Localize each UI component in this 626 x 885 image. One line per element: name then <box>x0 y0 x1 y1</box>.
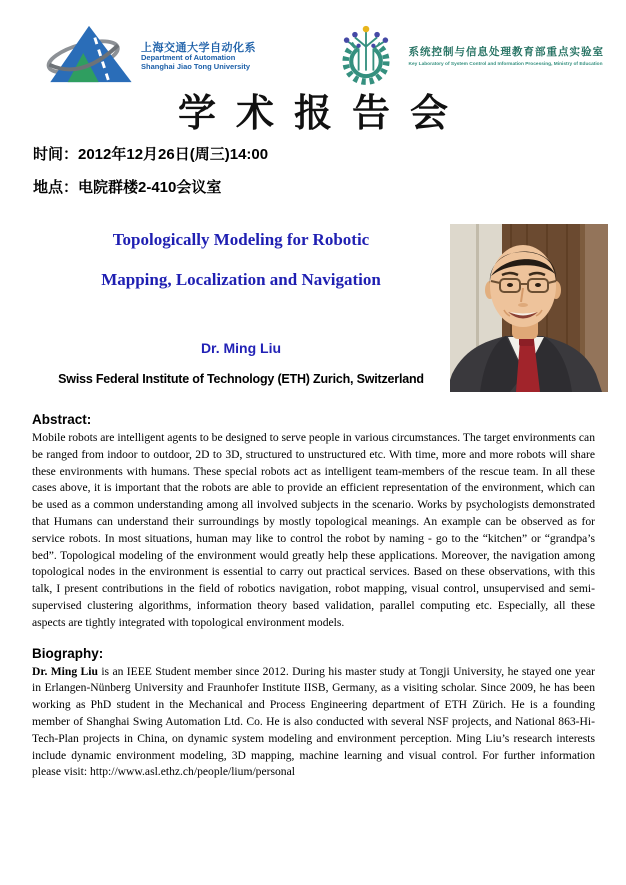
seminar-banner-title: 学术报告会 <box>177 90 468 135</box>
event-meta <box>33 143 268 209</box>
biography-heading: Biography: <box>32 645 104 661</box>
key-lab-logo-en: Key Laboratory of System Control and Information Processing, Ministry of Education <box>408 61 603 67</box>
sjtu-logo-cn: 上海交通大学自动化系 <box>141 41 256 54</box>
biography-lead: Dr. Ming Liu <box>32 664 98 678</box>
key-lab-logo-text <box>409 45 605 68</box>
sjtu-automation-logo <box>44 22 256 91</box>
content <box>32 412 595 781</box>
speaker-photo <box>450 224 608 392</box>
sjtu-logo-text <box>141 42 256 72</box>
header <box>44 22 604 91</box>
speaker-affiliation: Swiss Federal Institute of Technology (ETH) Zurich, Switzerland <box>58 372 424 386</box>
key-lab-logo-cn: 系统控制与信息处理教育部重点实验室 <box>408 46 604 59</box>
talk-title-line1: Topologically Modeling for Robotic <box>112 230 370 249</box>
abstract-body: Mobile robots are intelligent agents to be designed to serve people in various circumstances. The target environments can be ranged from indoor to outdoor, 2D to 3D, structured to unstructured etc. With time, more and more robots will share these environments with humans. These special robots act as intelligent team-members of the rescue team. In all these cases above, it is important that the robots are able to provide an efficient representation of the environment, which can be used as a common understanding among all involved subjects in the scenario. Works by psychologists demonstrated that Humans can understand their surroundings by mostly topological meanings. An example can be observed as for service robots. In most situations, human may like to control the robot by naming - go to the “kitchen” or “grandpa’s bed”. Topological modeling of the environment would greatly help these applications. Moreover, the navigation among topological nodes in the environment is essential to carry out practical services. Based on these observations, with this talk, I present contributions in the field of robotics navigation, robot mapping, visual control, unsupervised and semi-supervised clustering algorithms, information theory based validation, parallel computing etc. Especially, all these aspects are tightly integrated with topological environment models. <box>32 431 595 629</box>
event-time: 时间：2012年12月26日(周三)14:00 <box>33 146 269 163</box>
talk-title-line2: Mapping, Localization and Navigation <box>101 270 381 289</box>
speaker-name: Dr. Ming Liu <box>200 340 282 356</box>
sjtu-triangle-icon <box>44 24 134 89</box>
talk-info <box>32 204 450 386</box>
gear-circuit-tree-icon <box>330 22 402 91</box>
event-place: 地点：电院群楼2-410会议室 <box>33 179 222 196</box>
sjtu-logo-en1: Department of Automation <box>141 53 236 63</box>
biography-body <box>32 664 595 782</box>
biography-text: is an IEEE Student member since 2012. During his master study at Tongji University, he stayed one year in Erlangen-Nünberg University and Fraunhofer Institute IISB, Germany, as a visiting scholar. Since 2009, he has been working as PhD student in the Mechanical and Process Engineering department of ETH Zürich. He is a founding member of Shanghai Swing Automation Ltd. Co. He is also conducted with several NSF projects, and National 863-Hi-Tech-Plan projects in China, on dynamic system modeling and environment perception. Ming Liu’s research interests include dynamic environment modeling, 3D mapping, machine learning and visual control. For further information please visit: <box>32 664 595 779</box>
biography-url: http://www.asl.ethz.ch/people/lium/personal <box>89 765 295 779</box>
abstract-heading: Abstract: <box>32 412 92 427</box>
key-lab-logo <box>330 22 605 91</box>
sjtu-logo-en2: Shanghai Jiao Tong University <box>141 61 251 71</box>
